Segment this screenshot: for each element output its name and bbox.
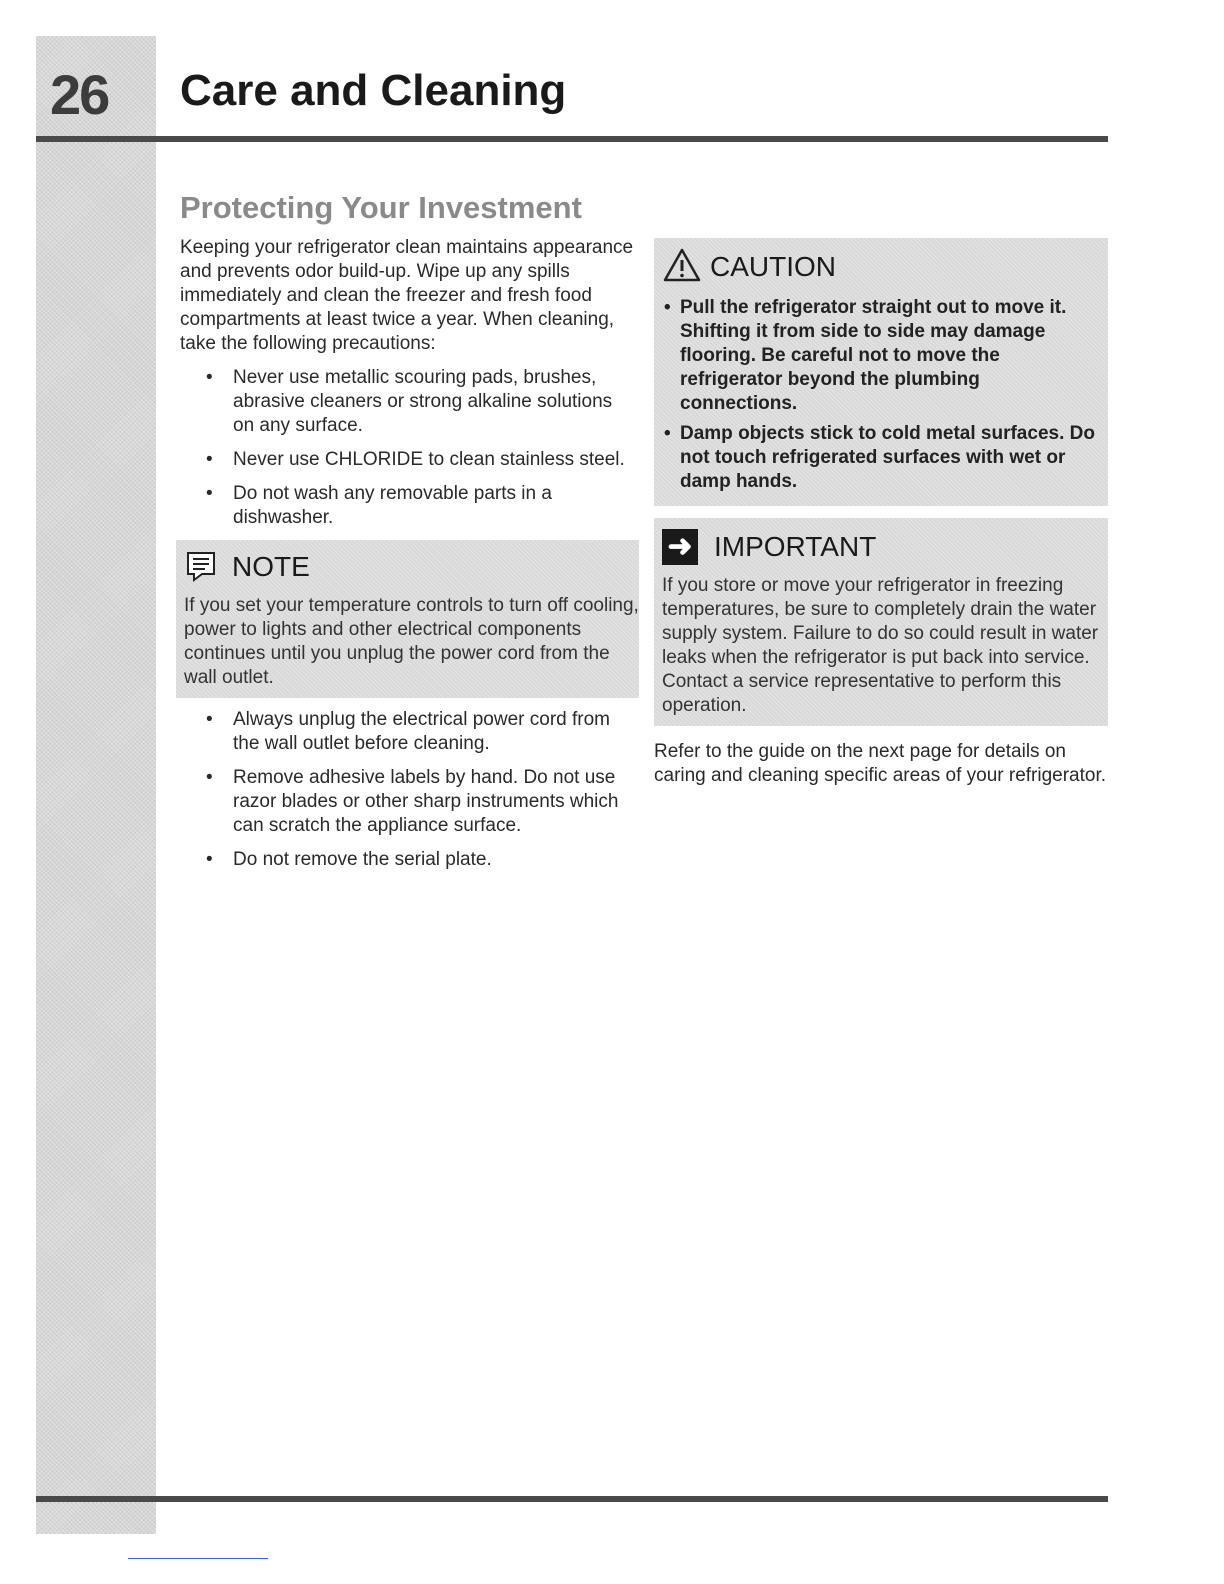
caution-header bbox=[662, 246, 1098, 288]
section-heading: Protecting Your Investment bbox=[180, 190, 582, 225]
list-item: • Never use CHLORIDE to clean stainless steel. bbox=[180, 448, 635, 472]
page-number: 26 bbox=[50, 63, 109, 126]
important-box bbox=[654, 518, 1108, 726]
caution-list bbox=[662, 296, 1098, 494]
page-title: Care and Cleaning bbox=[180, 66, 567, 115]
caution-box bbox=[654, 238, 1108, 506]
list-item: • Always unplug the electrical power cord from the wall outlet before cleaning. bbox=[180, 708, 635, 756]
intro-paragraph: Keeping your refrigerator clean maintains appearance and prevents odor build-up. Wipe up any spills immediately and clean the freezer and fresh food compartments at least twice a year. When cleaning, take the following precautions: bbox=[180, 237, 634, 354]
caution-label: CAUTION bbox=[710, 251, 836, 282]
list-item: • Pull the refrigerator straight out to move it. Shifting it from side to side may damage flooring. Be careful not to move the refrigerator beyond the plumbing connections. bbox=[662, 296, 1098, 416]
list-item: • Damp objects stick to cold metal surfaces. Do not touch refrigerated surfaces with wet or damp hands. bbox=[662, 422, 1098, 494]
footer-rule bbox=[36, 1496, 1108, 1502]
note-text: If you set your temperature controls to turn off cooling, power to lights and other electrical components continues until you unplug the power cord from the wall outlet. bbox=[184, 595, 639, 688]
list-item: • Do not wash any removable parts in a dishwasher. bbox=[180, 482, 635, 530]
precautions-list-1 bbox=[180, 366, 635, 530]
warning-triangle-icon bbox=[662, 247, 702, 288]
left-column bbox=[180, 236, 639, 872]
header-rule bbox=[36, 136, 1108, 142]
list-item: • Remove adhesive labels by hand. Do not use razor blades or other sharp instruments which can scratch the appliance surface. bbox=[180, 766, 635, 838]
note-header bbox=[184, 546, 639, 588]
note-icon bbox=[184, 547, 220, 588]
important-header bbox=[662, 526, 1102, 568]
closing-paragraph: Refer to the guide on the next page for details on caring and cleaning specific areas of your refrigerator. bbox=[654, 741, 1107, 786]
important-label: IMPORTANT bbox=[714, 531, 877, 562]
list-item: • Never use metallic scouring pads, brushes, abrasive cleaners or strong alkaline solutions on any surface. bbox=[180, 366, 635, 438]
right-column bbox=[654, 238, 1108, 807]
side-band bbox=[36, 36, 156, 1534]
note-box bbox=[176, 540, 639, 698]
precautions-list-2 bbox=[180, 708, 635, 872]
note-label: NOTE bbox=[232, 551, 310, 582]
arrow-right-icon: ➜ bbox=[662, 529, 698, 565]
list-item: • Do not remove the serial plate. bbox=[180, 848, 635, 872]
footer-link-line bbox=[128, 1558, 268, 1559]
important-text: If you store or move your refrigerator in freezing temperatures, be sure to completely drain the water supply system. Failure to do so could result in water leaks when the refrigerator is put back into service. Contact a service representative to perform this operation. bbox=[662, 575, 1099, 716]
